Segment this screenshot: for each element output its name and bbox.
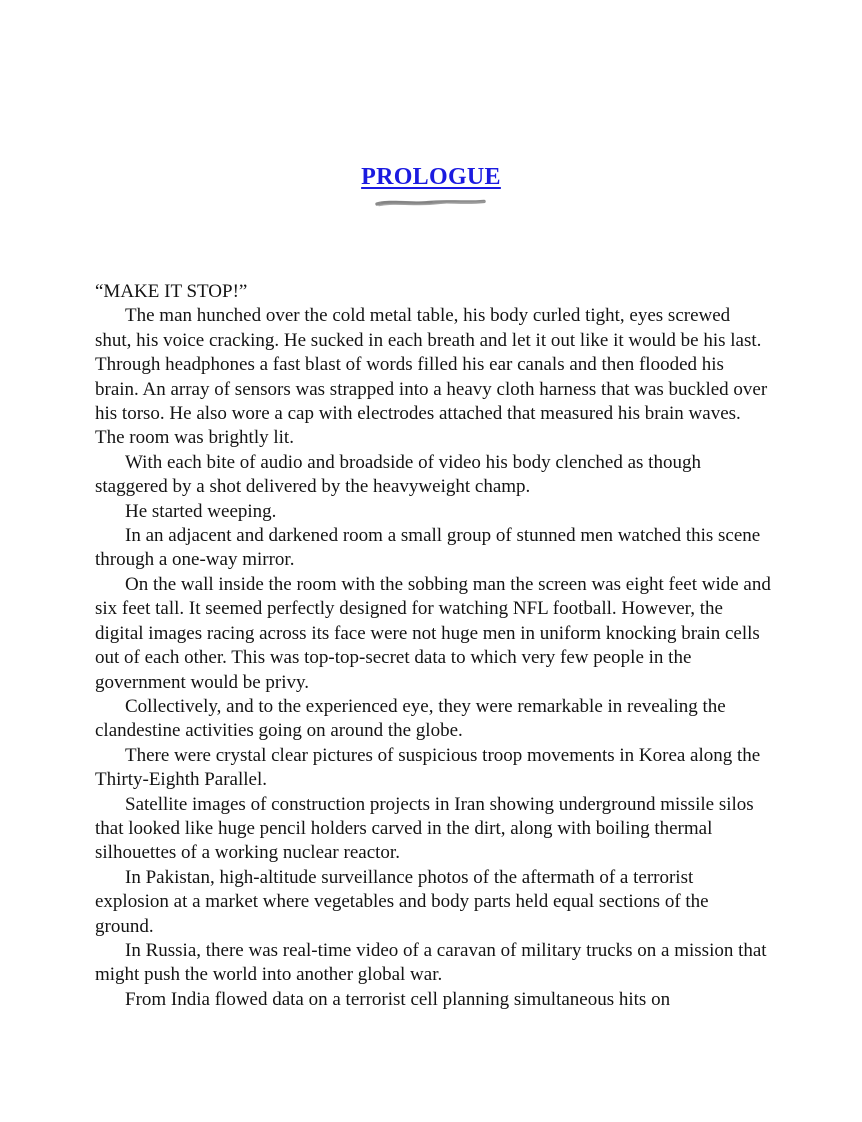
paragraph: With each bite of audio and broadside of video his body clenched as though staggered by a shot delivered by the heavyweight champ. [95,451,701,498]
paragraph: Satellite images of construction projects in Iran showing underground missile silos that looked like huge pencil holders carved in the dirt, along with boiling thermal silhouettes of a working nuclear reactor. [95,793,754,864]
paragraph: In Pakistan, high-altitude surveillance photos of the aftermath of a terrorist explosion at a market where vegetables and body parts held equal sections of the ground. [95,866,709,937]
paragraph: “MAKE IT STOP!” [95,281,248,302]
body-text [95,280,771,1012]
chapter-heading-row [0,164,862,191]
paragraph: Collectively, and to the experienced eye, they were remarkable in revealing the clandestine activities going on around the globe. [95,695,726,742]
paragraph: In an adjacent and darkened room a small group of stunned men watched this scene through a one-way mirror. [95,525,761,571]
flourish-divider-row [0,195,862,211]
paragraph: The man hunched over the cold metal table, his body curled tight, eyes screwed shut, his voice cracking. He sucked in each breath and let it out like it would be his last. Through headphones a fast blast of words filled his ear canals and then flooded his brain. An array of sensors was strapped into a heavy cloth harness that was buckled over his torso. He also wore a cap with electrodes attached that measured his brain waves. The room was brightly lit. [95,305,768,449]
paragraph: In Russia, there was real-time video of a caravan of military trucks on a mission that might push the world into another global war. [95,939,767,986]
flourish-divider-icon [372,195,490,211]
paragraph: From India flowed data on a terrorist cell planning simultaneous hits on [125,988,671,1010]
paragraph: There were crystal clear pictures of suspicious troop movements in Korea along the Thirty-Eighth Parallel. [95,744,761,791]
paragraph: On the wall inside the room with the sobbing man the screen was eight feet wide and six feet tall. It seemed perfectly designed for watching NFL football. However, the digital images racing across its face were not huge men in uniform knocking brain cells out of each other. This was top-top-secret data to which very few people in the government would be privy. [95,573,771,693]
chapter-heading-link[interactable]: PROLOGUE [361,164,501,190]
paragraph: He started weeping. [125,500,277,522]
